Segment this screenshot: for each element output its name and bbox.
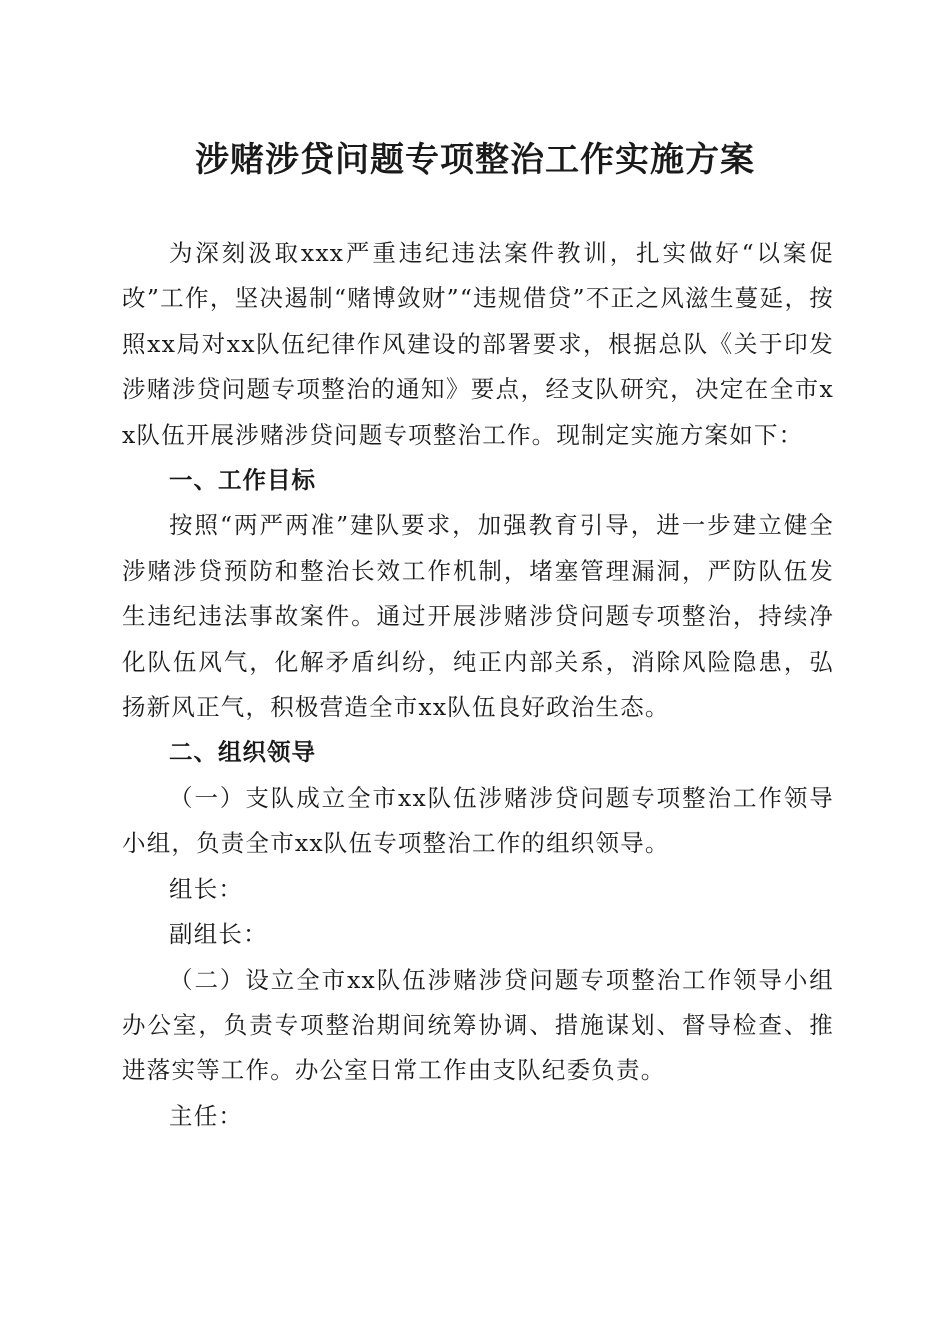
- director-label: 主任：: [169, 1101, 244, 1130]
- section-heading-leadership: 二、组织领导: [169, 738, 316, 767]
- deputy-leader-label: 副组长：: [169, 920, 268, 949]
- group-leader-label: 组长：: [169, 874, 244, 903]
- intro-paragraph: 为深刻汲取xxx严重违纪违法案件教训，扎实做好“以案促改”工作，坚决遏制“赌博敛财”“违规借贷”不正之风滋生蔓延，按照xx局对xx队伍纪律作风建设的部署要求，根据总队《关于印发涉赌涉贷问题专项整治的通知》要点，经支队研究，决定在全市xx队伍开展涉赌涉贷问题专项整治工作。现制定实施方案如下：: [122, 239, 834, 449]
- leadership-item-2: （二）设立全市xx队伍涉赌涉贷问题专项整治工作领导小组办公室，负责专项整治期间统筹协调、措施谋划、督导检查、推进落实等工作。办公室日常工作由支队纪委负责。: [122, 965, 834, 1085]
- document-title: 涉赌涉贷问题专项整治工作实施方案: [195, 140, 755, 180]
- goals-paragraph: 按照“两严两准”建队要求，加强教育引导，进一步建立健全涉赌涉贷预防和整治长效工作机制，堵塞管理漏洞，严防队伍发生违纪违法事故案件。通过开展涉赌涉贷问题专项整治，持续净化队伍风气，化解矛盾纠纷，纯正内部关系，消除风险隐患，弘扬新风正气，积极营造全市xx队伍良好政治生态。: [122, 511, 834, 722]
- document-body: [122, 231, 834, 1139]
- section-heading-goals: 一、工作目标: [169, 466, 316, 495]
- leadership-item-1: （一）支队成立全市xx队伍涉赌涉贷问题专项整治工作领导小组，负责全市xx队伍专项整治工作的组织领导。: [122, 783, 834, 858]
